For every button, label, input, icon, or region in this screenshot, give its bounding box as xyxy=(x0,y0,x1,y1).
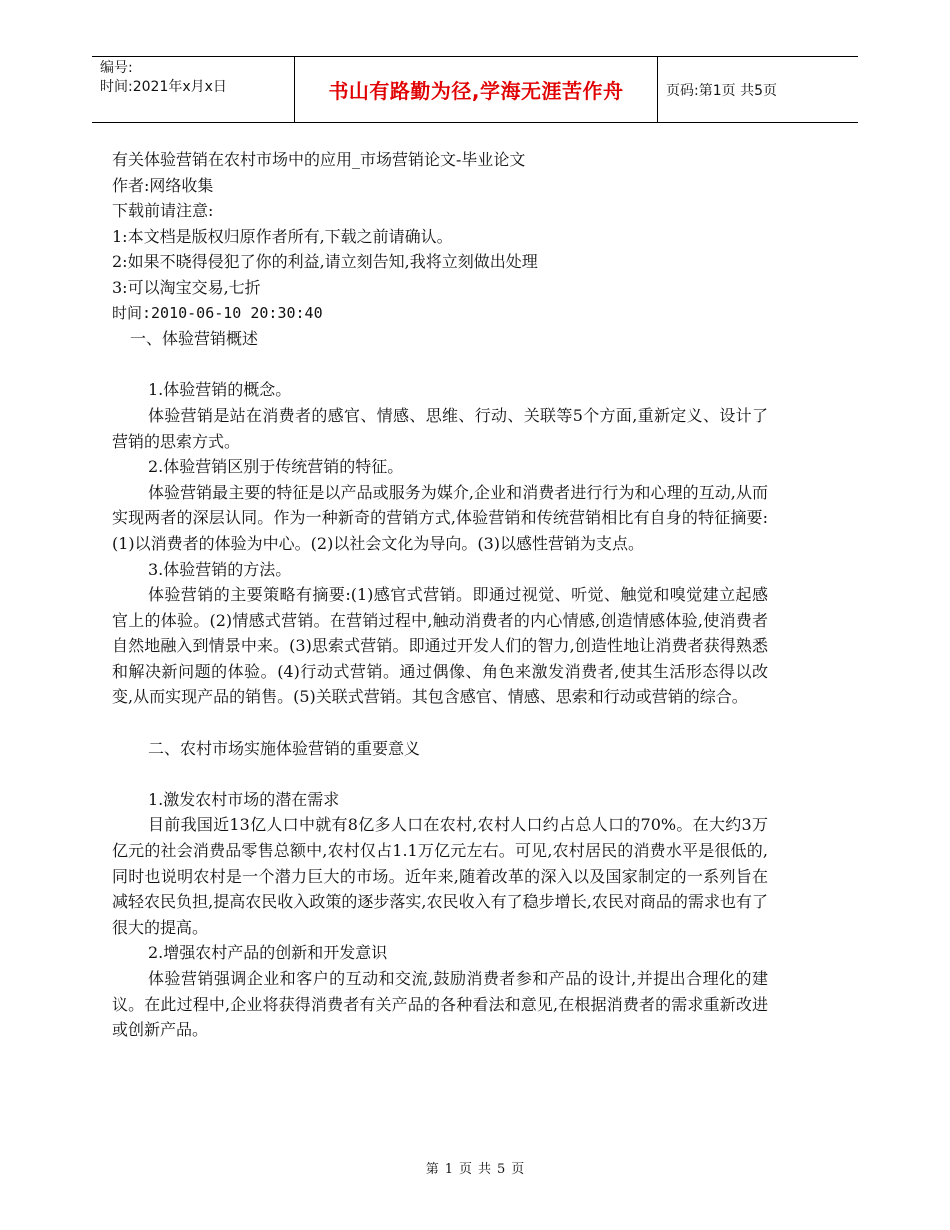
paragraph: 体验营销是站在消费者的感官、情感、思维、行动、关联等5个方面,重新定义、设计了营销的思索方式。 xyxy=(112,405,768,451)
section-heading: 一、体验营销概述 xyxy=(130,329,259,349)
notice-heading: 下载前请注意: xyxy=(112,201,214,221)
header-page-info: 页码:第1页 共5页 xyxy=(666,82,777,99)
subsection-heading: 3.体验营销的方法。 xyxy=(148,559,292,579)
subsection-heading: 2.体验营销区别于传统营销的特征。 xyxy=(148,457,404,477)
header-meta xyxy=(92,57,295,122)
subsection-heading: 1.激发农村市场的潜在需求 xyxy=(148,789,340,809)
header-motto: 书山有路勤为径,学海无涯苦作舟 xyxy=(295,57,658,122)
page-footer xyxy=(0,1158,950,1177)
paragraph: 体验营销最主要的特征是以产品或服务为媒介,企业和消费者进行行为和心理的互动,从而实现两者的深层认同。作为一种新奇的营销方式,体验营销和传统营销相比有自身的特征摘要:(1)以消费者的体验为中心。(2)以社会文化为导向。(3)以感性营销为支点。 xyxy=(112,482,768,553)
notice-item: 3:可以淘宝交易,七折 xyxy=(112,277,261,297)
paragraph: 体验营销强调企业和客户的互动和交流,鼓励消费者参和产品的设计,并提出合理化的建议。在此过程中,企业将获得消费者有关产品的各种看法和意见,在根据消费者的需求重新改进或创新产品。 xyxy=(112,969,768,1040)
doc-title: 有关体验营销在农村市场中的应用_市场营销论文-毕业论文 xyxy=(112,150,526,169)
doc-author: 作者:网络收集 xyxy=(112,175,214,195)
paragraph: 目前我国近13亿人口中就有8亿多人口在农村,农村人口约占总人口的70%。在大约3万亿元的社会消费品零售总额中,农村仅占1.1万亿元左右。可见,农村居民的消费水平是很低的,同时也说明农村是一个潜力巨大的市场。近年来,随着改革的深入以及国家制定的一系列旨在减轻农民负担,提高农民收入政策的逐步落实,农民收入有了稳步增长,农民对商品的需求也有了很大的提高。 xyxy=(112,815,768,937)
footer-label: 页 xyxy=(511,1162,525,1177)
section-heading: 二、农村市场实施体验营销的重要意义 xyxy=(148,738,421,758)
footer-page-number: 1 xyxy=(444,1162,453,1177)
paragraph: 体验营销的主要策略有摘要:(1)感官式营销。即通过视觉、听觉、触觉和嗅觉建立起感官上的体验。(2)情感式营销。在营销过程中,触动消费者的内心情感,创造情感体验,使消费者自然地融入到情景中来。(3)思索式营销。即通过开发人们的智力,创造性地让消费者获得熟悉和解决新问题的体验。(4)行动式营销。通过偶像、角色来激发消费者,使其生活形态得以改变,从而实现产品的销售。(5)关联式营销。其包含感官、情感、思索和行动或营销的综合。 xyxy=(112,585,768,707)
document-body xyxy=(112,147,768,1043)
subsection-heading: 2.增强农村产品的创新和开发意识 xyxy=(148,943,388,963)
subsection-heading: 1.体验营销的概念。 xyxy=(148,380,292,400)
footer-total-pages: 5 xyxy=(497,1162,506,1177)
spacer xyxy=(112,352,768,378)
header-time: 时间:2021年x月x日 xyxy=(100,79,227,95)
page-header xyxy=(92,56,858,123)
doc-time: 时间:2010-06-10 20:30:40 xyxy=(112,303,323,322)
header-number: 编号: xyxy=(100,60,133,76)
footer-label: 共 xyxy=(478,1162,492,1177)
notice-item: 2:如果不晓得侵犯了你的利益,请立刻告知,我将立刻做出处理 xyxy=(112,252,538,272)
footer-label: 页 xyxy=(458,1162,472,1177)
notice-item: 1:本文档是版权归原作者所有,下载之前请确认。 xyxy=(112,226,453,246)
footer-label: 第 xyxy=(425,1162,439,1177)
spacer xyxy=(112,710,768,736)
spacer xyxy=(112,761,768,787)
